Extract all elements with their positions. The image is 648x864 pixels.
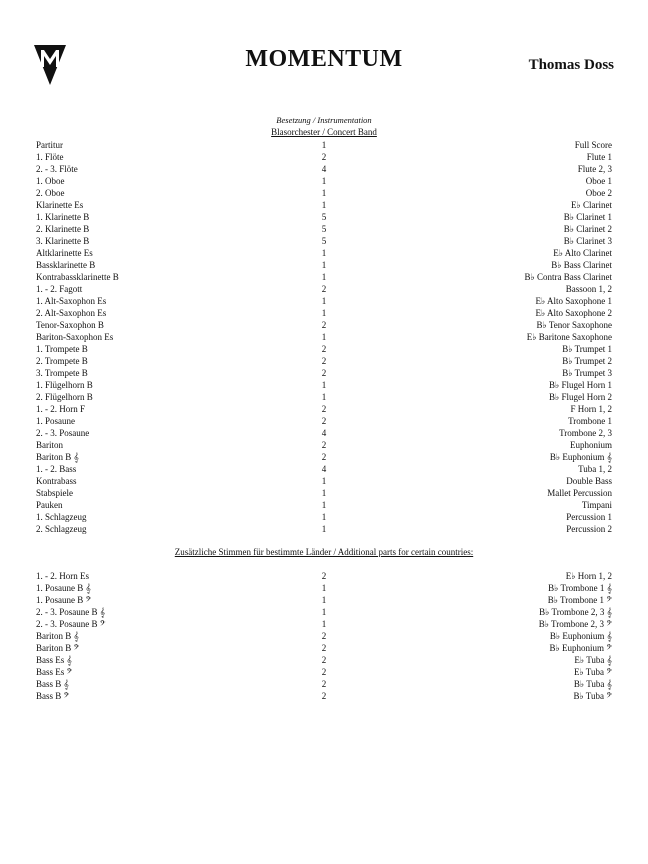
part-row bbox=[36, 187, 612, 199]
part-name-en: B♭ Clarinet 1 bbox=[563, 212, 612, 222]
part-row bbox=[36, 487, 612, 499]
part-row bbox=[36, 499, 612, 511]
part-name-de: 2. Schlagzeug bbox=[36, 524, 87, 534]
part-count: 2 bbox=[321, 631, 327, 641]
part-name-de: 2. - 3. Posaune B 𝄢 bbox=[36, 619, 106, 629]
part-count: 4 bbox=[321, 428, 327, 438]
additional-parts-heading: Zusätzliche Stimmen für bestimmte Länder / Additional parts for certain countries: bbox=[174, 547, 474, 557]
part-count: 1 bbox=[321, 308, 327, 318]
part-name-en: E♭ Clarinet bbox=[571, 200, 612, 210]
part-row bbox=[36, 199, 612, 211]
part-name-en: B♭ Clarinet 2 bbox=[563, 224, 612, 234]
part-name-en: B♭ Trumpet 1 bbox=[562, 344, 612, 354]
part-row bbox=[36, 139, 612, 151]
part-row bbox=[36, 523, 612, 535]
part-row bbox=[36, 235, 612, 247]
part-name-en: E♭ Horn 1, 2 bbox=[565, 571, 612, 581]
part-count: 1 bbox=[321, 524, 327, 534]
part-name-de: 1. Klarinette B bbox=[36, 212, 90, 222]
part-count: 1 bbox=[321, 200, 327, 210]
part-name-en: B♭ Euphonium 𝄢 bbox=[549, 643, 612, 653]
part-row bbox=[36, 223, 612, 235]
part-row bbox=[36, 439, 612, 451]
part-name-de: 1. Posaune bbox=[36, 416, 75, 426]
part-name-de: Bariton B 𝄞 bbox=[36, 631, 79, 641]
part-count: 5 bbox=[321, 236, 327, 246]
part-row bbox=[36, 630, 612, 642]
part-count: 1 bbox=[321, 176, 327, 186]
part-count: 2 bbox=[321, 284, 327, 294]
part-name-de: Kontrabassklarinette B bbox=[36, 272, 119, 282]
part-name-en: Percussion 1 bbox=[566, 512, 612, 522]
part-name-de: 2. - 3. Posaune B 𝄞 bbox=[36, 607, 106, 617]
part-name-en: B♭ Tuba 𝄞 bbox=[573, 679, 612, 689]
part-row bbox=[36, 175, 612, 187]
part-count: 2 bbox=[321, 691, 327, 701]
ensemble-subheading: Blasorchester / Concert Band bbox=[271, 127, 377, 137]
part-count: 2 bbox=[321, 643, 327, 653]
part-name-de: 2. - 3. Flöte bbox=[36, 164, 78, 174]
part-row bbox=[36, 295, 612, 307]
part-count: 1 bbox=[321, 512, 327, 522]
part-name-en: E♭ Alto Clarinet bbox=[553, 248, 612, 258]
part-count: 1 bbox=[321, 188, 327, 198]
part-name-de: 2. Klarinette B bbox=[36, 224, 90, 234]
part-count: 2 bbox=[321, 571, 327, 581]
part-count: 1 bbox=[321, 583, 327, 593]
part-name-de: Tenor-Saxophon B bbox=[36, 320, 104, 330]
part-name-de: Bariton bbox=[36, 440, 63, 450]
part-row bbox=[36, 690, 612, 702]
part-count: 2 bbox=[321, 368, 327, 378]
part-count: 1 bbox=[321, 476, 327, 486]
part-row bbox=[36, 570, 612, 582]
part-name-de: Bass B 𝄞 bbox=[36, 679, 69, 689]
part-name-en: B♭ Trombone 1 𝄢 bbox=[547, 595, 612, 605]
part-count: 2 bbox=[321, 667, 327, 677]
part-name-de: Bass B 𝄢 bbox=[36, 691, 70, 701]
part-name-de: Klarinette Es bbox=[36, 200, 84, 210]
part-name-de: Altklarinette Es bbox=[36, 248, 93, 258]
part-name-en: Trombone 2, 3 bbox=[559, 428, 612, 438]
part-name-de: 1. - 2. Horn Es bbox=[36, 571, 89, 581]
part-row bbox=[36, 391, 612, 403]
part-count: 2 bbox=[321, 356, 327, 366]
part-count: 2 bbox=[321, 320, 327, 330]
part-name-de: 1. Alt-Saxophon Es bbox=[36, 296, 107, 306]
part-name-en: E♭ Alto Saxophone 1 bbox=[535, 296, 612, 306]
part-count: 2 bbox=[321, 452, 327, 462]
part-count: 2 bbox=[321, 679, 327, 689]
part-name-de: Bassklarinette B bbox=[36, 260, 96, 270]
part-name-en: Oboe 2 bbox=[585, 188, 612, 198]
part-name-de: 1. - 2. Fagott bbox=[36, 284, 83, 294]
part-row bbox=[36, 355, 612, 367]
part-row bbox=[36, 247, 612, 259]
part-count: 2 bbox=[321, 404, 327, 414]
part-name-de: 1. Oboe bbox=[36, 176, 65, 186]
part-name-de: Pauken bbox=[36, 500, 63, 510]
page-title: MOMENTUM bbox=[245, 46, 403, 72]
part-row bbox=[36, 151, 612, 163]
part-name-de: Bariton B 𝄢 bbox=[36, 643, 80, 653]
part-name-de: 1. - 2. Bass bbox=[36, 464, 77, 474]
part-count: 1 bbox=[321, 332, 327, 342]
part-name-en: B♭ Trumpet 3 bbox=[562, 368, 612, 378]
part-count: 1 bbox=[321, 260, 327, 270]
part-row bbox=[36, 211, 612, 223]
part-name-en: E♭ Tuba 𝄞 bbox=[574, 655, 612, 665]
part-row bbox=[36, 451, 612, 463]
part-row bbox=[36, 511, 612, 523]
part-name-en: B♭ Bass Clarinet bbox=[551, 260, 612, 270]
part-name-en: Full Score bbox=[574, 140, 612, 150]
part-count: 2 bbox=[321, 655, 327, 665]
part-count: 1 bbox=[321, 619, 327, 629]
part-name-de: 2. Flügelhorn B bbox=[36, 392, 93, 402]
part-row bbox=[36, 271, 612, 283]
part-count: 1 bbox=[321, 392, 327, 402]
part-row bbox=[36, 403, 612, 415]
part-name-en: Timpani bbox=[581, 500, 612, 510]
part-name-de: 2. Oboe bbox=[36, 188, 65, 198]
part-name-en: F Horn 1, 2 bbox=[570, 404, 612, 414]
part-name-en: E♭ Tuba 𝄢 bbox=[573, 667, 612, 677]
part-row bbox=[36, 367, 612, 379]
part-row bbox=[36, 582, 612, 594]
part-row bbox=[36, 475, 612, 487]
part-count: 4 bbox=[321, 164, 327, 174]
part-name-en: B♭ Flugel Horn 2 bbox=[549, 392, 612, 402]
part-row bbox=[36, 331, 612, 343]
part-count: 1 bbox=[321, 500, 327, 510]
part-name-de: 1. Posaune B 𝄞 bbox=[36, 583, 91, 593]
part-name-en: B♭ Flugel Horn 1 bbox=[549, 380, 612, 390]
part-name-en: B♭ Tuba 𝄢 bbox=[573, 691, 612, 701]
part-name-de: 2. Trompete B bbox=[36, 356, 88, 366]
part-name-en: Percussion 2 bbox=[566, 524, 612, 534]
part-name-de: Bariton-Saxophon Es bbox=[36, 332, 114, 342]
part-count: 2 bbox=[321, 152, 327, 162]
part-count: 2 bbox=[321, 440, 327, 450]
part-count: 2 bbox=[321, 344, 327, 354]
part-name-en: Flute 1 bbox=[586, 152, 612, 162]
part-name-en: B♭ Clarinet 3 bbox=[563, 236, 612, 246]
part-name-de: Bass Es 𝄞 bbox=[36, 655, 72, 665]
part-count: 1 bbox=[321, 248, 327, 258]
part-row bbox=[36, 678, 612, 690]
part-row bbox=[36, 283, 612, 295]
part-name-de: Partitur bbox=[36, 140, 63, 150]
part-name-en: E♭ Alto Saxophone 2 bbox=[535, 308, 612, 318]
part-name-de: Bass Es 𝄢 bbox=[36, 667, 73, 677]
part-row bbox=[36, 594, 612, 606]
part-name-en: B♭ Euphonium 𝄞 bbox=[549, 452, 612, 462]
part-name-de: Bariton B 𝄞 bbox=[36, 452, 79, 462]
part-name-en: Double Bass bbox=[566, 476, 612, 486]
part-count: 1 bbox=[321, 380, 327, 390]
part-count: 1 bbox=[321, 140, 327, 150]
part-name-de: 2. Alt-Saxophon Es bbox=[36, 308, 107, 318]
part-name-en: Mallet Percussion bbox=[547, 488, 612, 498]
part-row bbox=[36, 343, 612, 355]
part-count: 1 bbox=[321, 488, 327, 498]
part-name-en: Bassoon 1, 2 bbox=[565, 284, 612, 294]
part-row bbox=[36, 666, 612, 678]
part-count: 5 bbox=[321, 224, 327, 234]
part-row bbox=[36, 606, 612, 618]
part-name-en: Flute 2, 3 bbox=[577, 164, 612, 174]
part-row bbox=[36, 427, 612, 439]
part-name-en: Trombone 1 bbox=[568, 416, 612, 426]
part-name-en: Oboe 1 bbox=[585, 176, 612, 186]
part-name-en: B♭ Euphonium 𝄞 bbox=[549, 631, 612, 641]
part-row bbox=[36, 163, 612, 175]
part-name-en: B♭ Trombone 1 𝄞 bbox=[548, 583, 612, 593]
part-name-de: 1. Schlagzeug bbox=[36, 512, 87, 522]
part-row bbox=[36, 319, 612, 331]
part-name-en: Tuba 1, 2 bbox=[578, 464, 612, 474]
part-row bbox=[36, 415, 612, 427]
part-name-de: 1. - 2. Horn F bbox=[36, 404, 85, 414]
part-name-en: B♭ Contra Bass Clarinet bbox=[524, 272, 612, 282]
part-name-de: Stabspiele bbox=[36, 488, 73, 498]
part-name-en: B♭ Trombone 2, 3 𝄞 bbox=[539, 607, 612, 617]
instrumentation-heading: Besetzung / Instrumentation bbox=[276, 115, 372, 125]
part-row bbox=[36, 463, 612, 475]
part-name-en: B♭ Trumpet 2 bbox=[562, 356, 612, 366]
part-name-de: 1. Trompete B bbox=[36, 344, 88, 354]
part-name-en: B♭ Tenor Saxophone bbox=[536, 320, 612, 330]
part-name-de: 3. Klarinette B bbox=[36, 236, 90, 246]
part-row bbox=[36, 618, 612, 630]
part-name-de: 1. Flügelhorn B bbox=[36, 380, 93, 390]
composer-name: Thomas Doss bbox=[528, 57, 614, 73]
part-row bbox=[36, 654, 612, 666]
part-count: 4 bbox=[321, 464, 327, 474]
part-row bbox=[36, 307, 612, 319]
part-name-de: 2. - 3. Posaune bbox=[36, 428, 90, 438]
part-name-de: 1. Flöte bbox=[36, 152, 64, 162]
part-row bbox=[36, 259, 612, 271]
part-count: 2 bbox=[321, 416, 327, 426]
part-row bbox=[36, 642, 612, 654]
part-count: 5 bbox=[321, 212, 327, 222]
part-count: 1 bbox=[321, 595, 327, 605]
part-count: 1 bbox=[321, 272, 327, 282]
part-name-en: E♭ Baritone Saxophone bbox=[526, 332, 612, 342]
part-name-de: 1. Posaune B 𝄢 bbox=[36, 595, 92, 605]
part-name-de: Kontrabass bbox=[36, 476, 77, 486]
part-count: 1 bbox=[321, 296, 327, 306]
part-name-en: B♭ Trombone 2, 3 𝄢 bbox=[538, 619, 612, 629]
part-name-en: Euphonium bbox=[570, 440, 612, 450]
part-count: 1 bbox=[321, 607, 327, 617]
part-name-de: 3. Trompete B bbox=[36, 368, 88, 378]
part-row bbox=[36, 379, 612, 391]
